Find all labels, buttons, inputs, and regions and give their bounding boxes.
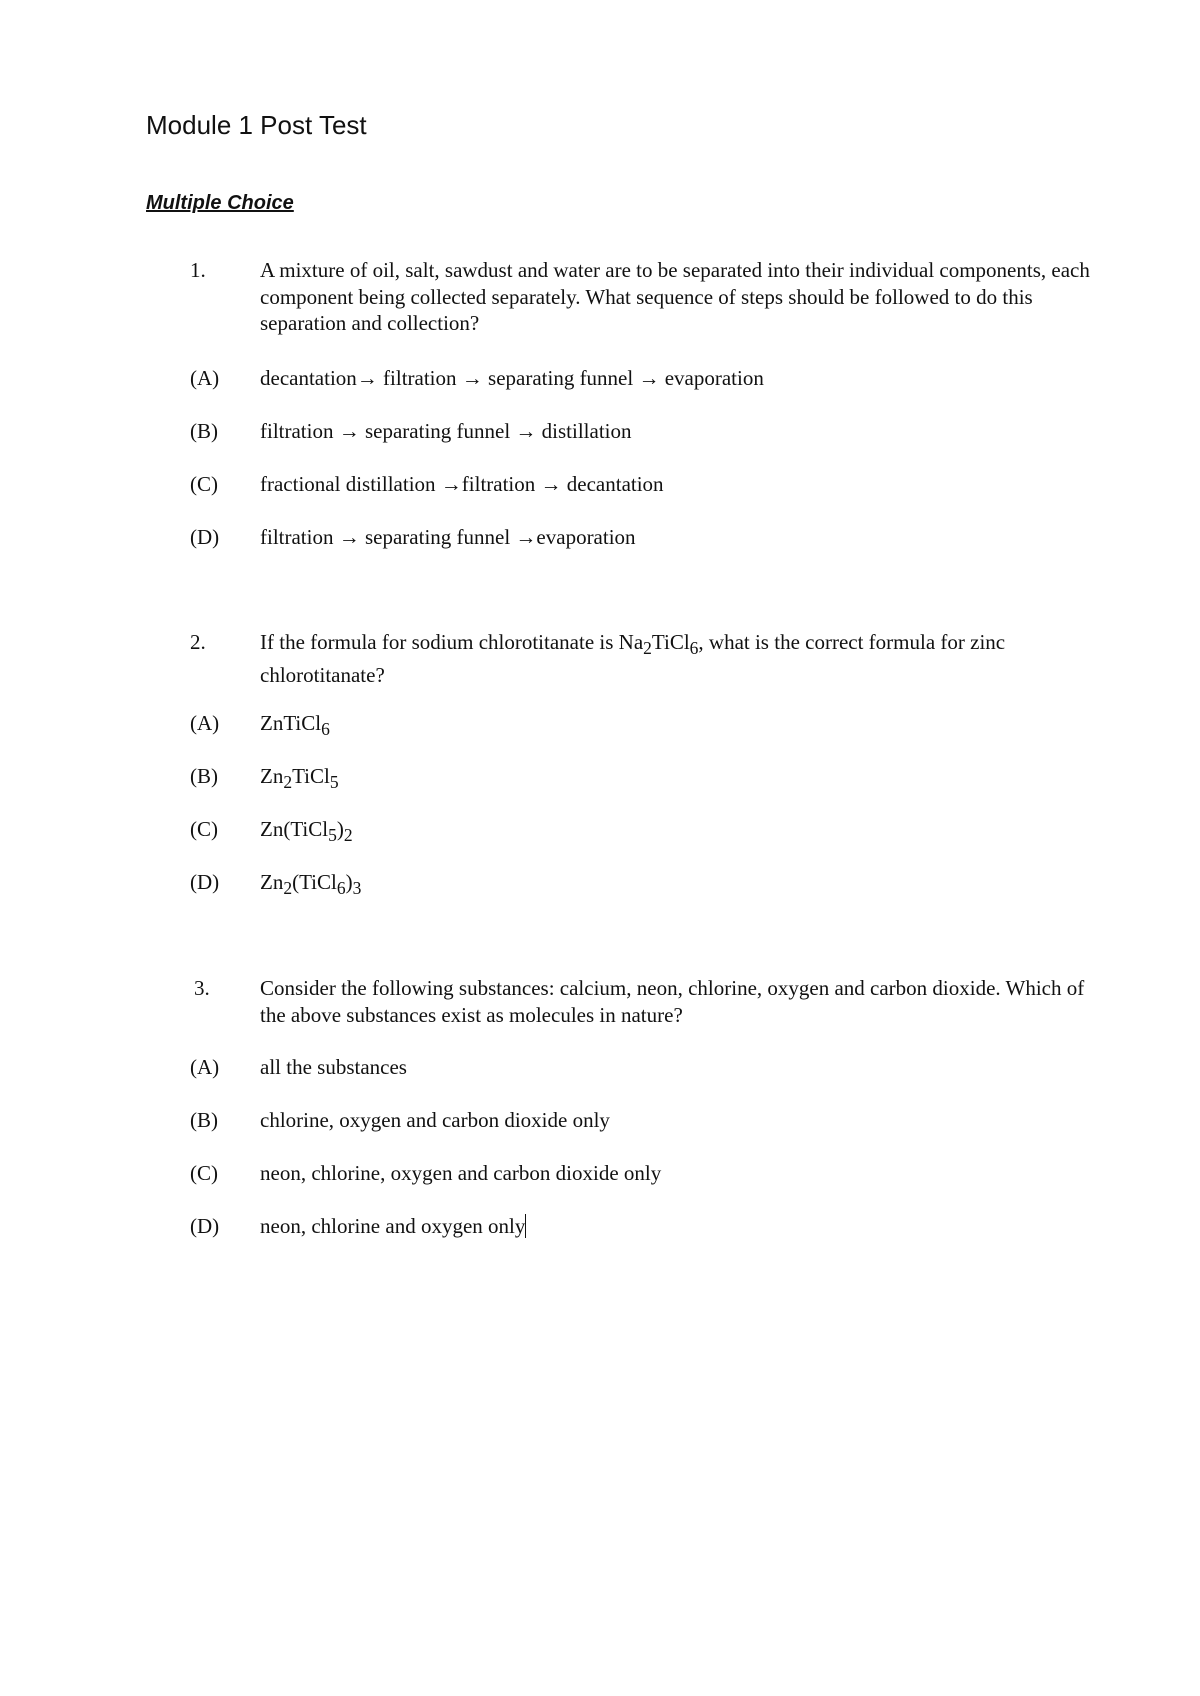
option-text: $Zn(TiCl_5)_2$ [260, 817, 353, 846]
question-number: 1. [190, 258, 206, 282]
option-text: filtration → separating funnel →evaporation [260, 525, 636, 549]
option-label: (B) [190, 764, 218, 788]
option-label: (A) [190, 366, 220, 390]
option-label: (C) [190, 817, 218, 841]
option-label: (D) [190, 525, 220, 549]
question-stem: A mixture of oil, salt, sawdust and water are to be separated into their individual components, each component being collected separately. What sequence of steps should be followed to do this separation and collection? [260, 258, 1090, 335]
option-label: (B) [190, 1108, 218, 1132]
page-title: Module 1 Post Test [146, 110, 367, 140]
question-number: 3. [194, 976, 210, 1000]
option-label: (D) [190, 1214, 220, 1238]
option-label: (D) [190, 870, 220, 894]
option-text[interactable]: neon, chlorine and oxygen only [260, 1214, 526, 1238]
option-text: ZnTiCl$_6$ [260, 711, 330, 740]
option-text: all the substances [260, 1055, 407, 1079]
option-label: (C) [190, 1161, 218, 1185]
option-text: chlorine, oxygen and carbon dioxide only [260, 1108, 610, 1132]
option-text: neon, chlorine, oxygen and carbon dioxide only [260, 1161, 662, 1185]
option-label: (C) [190, 472, 218, 496]
option-label: (A) [190, 711, 220, 735]
text-cursor [525, 1214, 526, 1238]
option-text: $Zn_2TiCl_5$ [260, 764, 339, 793]
option-label: (A) [190, 1055, 220, 1079]
question-stem: Consider the following substances: calcium, neon, chlorine, oxygen and carbon dioxide. Which of the above substances exist as molecules in nature? [260, 976, 1085, 1027]
option-text: decantation→ filtration → separating funnel → evaporation [260, 366, 764, 390]
question-stem: If the formula for sodium chlorotitanate is $Na_2TiCl_6$, what is the correct formula for zinc chlorotitanate? [260, 630, 1006, 687]
option-text: $Zn_2(TiCl_6)_3$ [260, 870, 362, 899]
option-text: filtration → separating funnel → distillation [260, 419, 632, 443]
option-label: (B) [190, 419, 218, 443]
option-text: fractional distillation →filtration → decantation [260, 472, 664, 496]
section-heading: Multiple Choice [146, 192, 294, 214]
question-number: 2. [190, 630, 206, 654]
